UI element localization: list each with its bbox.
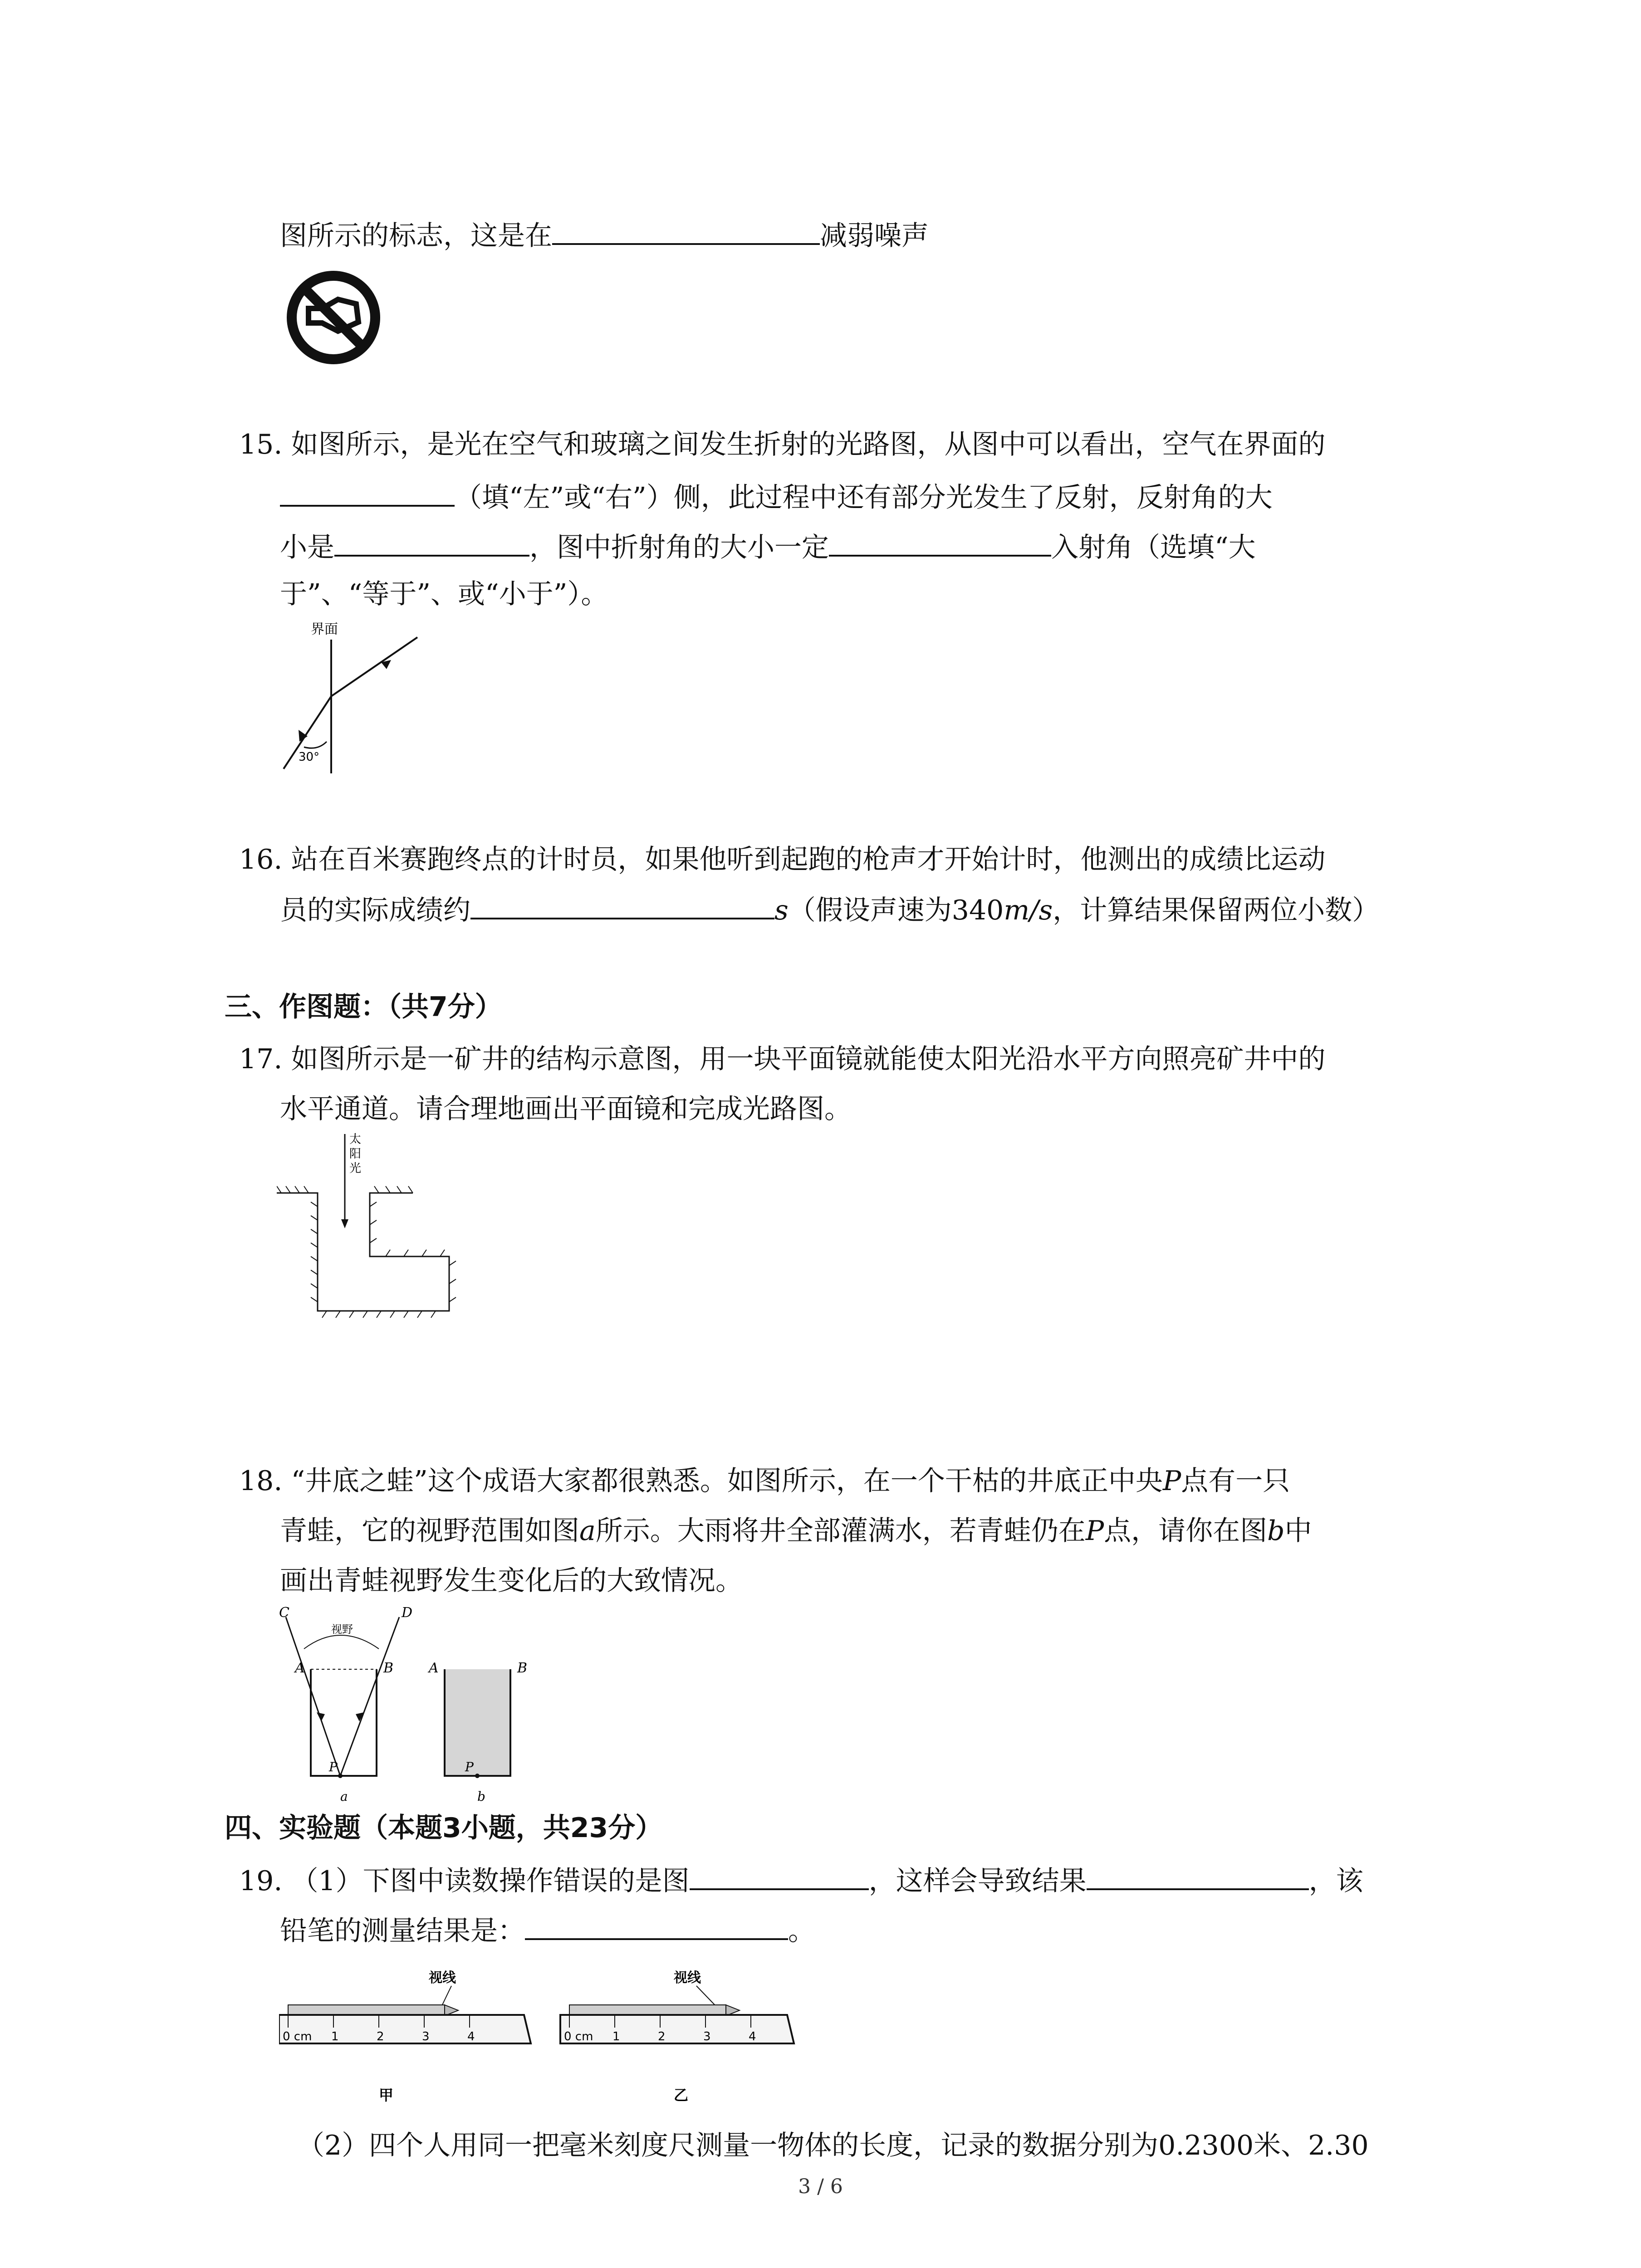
svg-text:1: 1 bbox=[331, 2030, 339, 2043]
arrow-icon bbox=[341, 1219, 348, 1228]
frog-in-well-diagram bbox=[272, 1599, 544, 1808]
answer-blank[interactable] bbox=[525, 1912, 788, 1940]
svg-text:3: 3 bbox=[703, 2030, 711, 2043]
ruler-jia bbox=[279, 1970, 531, 2104]
q16-line-2: 员的实际成绩约 s（假设声速为340m/s，计算结果保留两位小数） bbox=[280, 891, 1379, 929]
answer-blank[interactable] bbox=[552, 217, 820, 245]
q15-line-1: 15. 如图所示，是光在空气和玻璃之间发生折射的光路图，从图中可以看出，空气在界面的 bbox=[239, 429, 1326, 460]
svg-text:甲: 甲 bbox=[379, 2087, 394, 2104]
svg-text:光: 光 bbox=[349, 1162, 362, 1175]
svg-text:A: A bbox=[295, 1660, 305, 1676]
mine-shaft-diagram bbox=[277, 1129, 467, 1329]
q17-line-2: 水平通道。请合理地画出平面镜和完成光路图。 bbox=[280, 1093, 852, 1125]
refraction-diagram bbox=[272, 619, 426, 773]
answer-blank[interactable] bbox=[470, 891, 774, 919]
q18-line-2: 青蛙，它的视野范围如图a所示。大雨将井全部灌满水，若青蛙仍在P点，请你在图b中 bbox=[280, 1515, 1312, 1547]
svg-text:视线: 视线 bbox=[429, 1970, 456, 1986]
svg-text:4: 4 bbox=[467, 2030, 475, 2043]
answer-blank[interactable] bbox=[829, 528, 1051, 557]
svg-text:C: C bbox=[279, 1605, 289, 1621]
svg-text:a: a bbox=[340, 1789, 348, 1804]
page-number: 3 / 6 bbox=[798, 2175, 843, 2198]
answer-blank[interactable] bbox=[1087, 1862, 1309, 1890]
svg-text:P: P bbox=[329, 1760, 338, 1774]
svg-text:0 cm: 0 cm bbox=[283, 2030, 312, 2043]
svg-text:2: 2 bbox=[658, 2030, 666, 2043]
svg-text:3: 3 bbox=[422, 2030, 430, 2043]
q15-line-4: 于”、“等于”、或“小于”）。 bbox=[280, 578, 608, 610]
q19-line-2: 铅笔的测量结果是： 。 bbox=[280, 1912, 815, 1949]
q15-line-2: （填“左”或“右”）侧，此过程中还有部分光发生了反射，反射角的大 bbox=[280, 479, 1273, 516]
arrow-icon bbox=[317, 1712, 325, 1721]
answer-blank[interactable] bbox=[334, 528, 529, 557]
svg-text:阳: 阳 bbox=[349, 1147, 362, 1161]
interface-label: 界面 bbox=[311, 621, 338, 637]
q14-line: 图所示的标志，这是在 减弱噪声 bbox=[280, 217, 929, 254]
q16-line-1: 16. 站在百米赛跑终点的计时员，如果他听到起跑的枪声才开始计时，他测出的成绩比运动 bbox=[239, 844, 1326, 875]
svg-text:A: A bbox=[429, 1660, 439, 1676]
hatching bbox=[277, 1186, 456, 1318]
q15-line-3: 小是 ，图中折射角的大小一定 入射角（选填“大 bbox=[280, 528, 1256, 566]
svg-text:2: 2 bbox=[377, 2030, 384, 2043]
angle-label: 30° bbox=[299, 750, 320, 764]
mine-walls bbox=[277, 1193, 449, 1311]
svg-text:0 cm: 0 cm bbox=[564, 2030, 593, 2043]
q19-line-1: 19. （1）下图中读数操作错误的是图 ，这样会导致结果 ，该 bbox=[239, 1862, 1363, 1899]
q18-line-1: 18. “井底之蛙”这个成语大家都很熟悉。如图所示，在一个干枯的井底正中央P点有一只 bbox=[239, 1465, 1290, 1497]
svg-text:B: B bbox=[383, 1660, 394, 1676]
svg-text:乙: 乙 bbox=[674, 2087, 689, 2104]
section-3-heading: 三、作图题：（共7分） bbox=[225, 991, 502, 1023]
svg-text:1: 1 bbox=[612, 2030, 620, 2043]
svg-text:b: b bbox=[477, 1789, 485, 1804]
svg-text:D: D bbox=[402, 1605, 413, 1621]
no-horn-sign-icon bbox=[284, 268, 383, 367]
q18-line-3: 画出青蛙视野发生变化后的大致情况。 bbox=[280, 1565, 743, 1597]
svg-text:P: P bbox=[465, 1760, 474, 1774]
answer-blank[interactable] bbox=[280, 479, 455, 507]
svg-text:太: 太 bbox=[349, 1133, 362, 1146]
answer-blank[interactable] bbox=[690, 1862, 869, 1890]
svg-text:4: 4 bbox=[749, 2030, 756, 2043]
q19-line-3: （2）四个人用同一把毫米刻度尺测量一物体的长度，记录的数据分别为0.2300米、2.30 bbox=[297, 2130, 1369, 2161]
ruler-yi bbox=[560, 1970, 794, 2104]
section-4-heading: 四、实验题（本题3小题，共23分） bbox=[225, 1812, 663, 1844]
ruler-figures bbox=[279, 1964, 842, 2114]
refracted-ray bbox=[331, 637, 417, 696]
svg-text:B: B bbox=[517, 1660, 528, 1676]
svg-text:视线: 视线 bbox=[674, 1970, 701, 1986]
q17-line-1: 17. 如图所示是一矿井的结构示意图，用一块平面镜就能使太阳光沿水平方向照亮矿井中的 bbox=[239, 1043, 1326, 1075]
svg-text:视野: 视野 bbox=[331, 1623, 353, 1636]
